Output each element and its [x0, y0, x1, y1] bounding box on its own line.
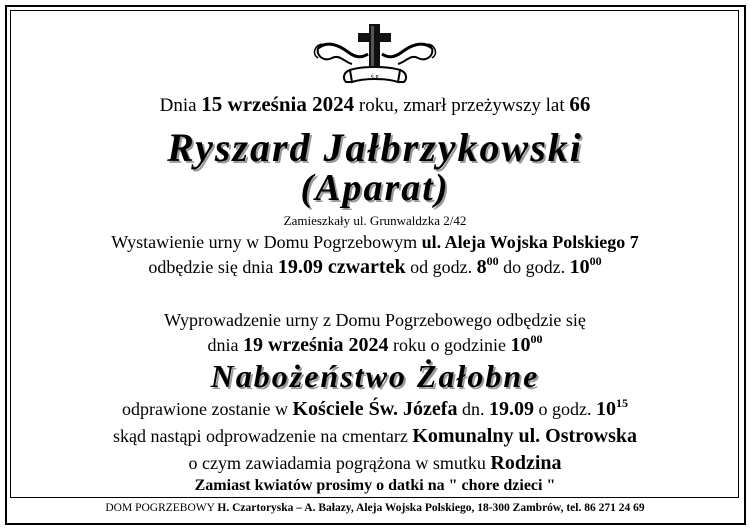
notice-line: o czym zawiadamia pogrążona w smutku Rodzina	[188, 452, 562, 474]
footer-contact: H. Czartoryska – A. Bałazy, Aleja Wojska Polskiego, 18-300 Zambrów, tel. 86 271 24 69	[217, 502, 645, 514]
death-date: 15 września 2024	[201, 92, 355, 116]
cemetery-line: skąd nastąpi odprowadzenie na cmentarz Komunalny ul. Ostrowska	[112, 425, 638, 447]
deceased-name: Ryszard Jałbrzykowski	[167, 125, 583, 170]
death-line: Dnia 15 września 2024 roku, zmarł przeżywszy lat 66	[159, 92, 591, 116]
exhibition-location: ul. Aleja Wojska Polskiego 7	[421, 232, 639, 252]
departure-line-2: dnia 19 września 2024 roku o godzinie $10^{00}$	[207, 332, 543, 356]
departure-date: 19 września 2024	[242, 334, 389, 356]
service-time: $10^{15}$	[595, 396, 628, 420]
family: Rodzina	[490, 452, 562, 474]
departure-line-1: Wyprowadzenie urny z Domu Pogrzebowego odbędzie się	[164, 310, 586, 330]
emblem-initials: Ś.P.	[370, 75, 380, 81]
service-title: Nabożeństwo Żałobne	[210, 358, 540, 394]
exhibition-from: $8^{00}$	[476, 254, 499, 278]
footer: DOM POGRZEBOWY H. Czartoryska – A. Bałazy, Aleja Wojska Polskiego, 18-300 Zambrów, tel. 86 271 24 69	[105, 502, 645, 514]
exhibition-date: 19.09 czwartek	[277, 256, 406, 278]
church-name: Kościele Św. Józefa	[292, 398, 458, 420]
cemetery-name: Komunalny ul. Ostrowska	[412, 425, 638, 447]
address: Zamieszkały ul. Grunwaldzka 2/42	[283, 213, 467, 228]
exhibition-line-2: odbędzie się dnia 19.09 czwartek od godz. $8^{00}$ do godz. $10^{00}$	[148, 254, 602, 278]
exhibition-line-1: Wystawienie urny w Domu Pogrzebowym ul. Aleja Wojska Polskiego 7	[111, 232, 639, 252]
exhibition-to: $10^{00}$	[569, 254, 602, 278]
nickname: (Aparat)	[300, 167, 450, 209]
departure-time: $10^{00}$	[510, 332, 543, 356]
age: 66	[569, 92, 591, 116]
service-line: odprawione zostanie w Kościele Św. Józefa dn. 19.09 o godz. $10^{15}$	[122, 396, 628, 420]
cross-icon	[369, 24, 380, 68]
donation-request: Zamiast kwiatów prosimy o datki na " chore dzieci "	[194, 477, 556, 494]
service-date: 19.09	[488, 398, 534, 420]
cross-ribbon-emblem	[310, 18, 440, 90]
